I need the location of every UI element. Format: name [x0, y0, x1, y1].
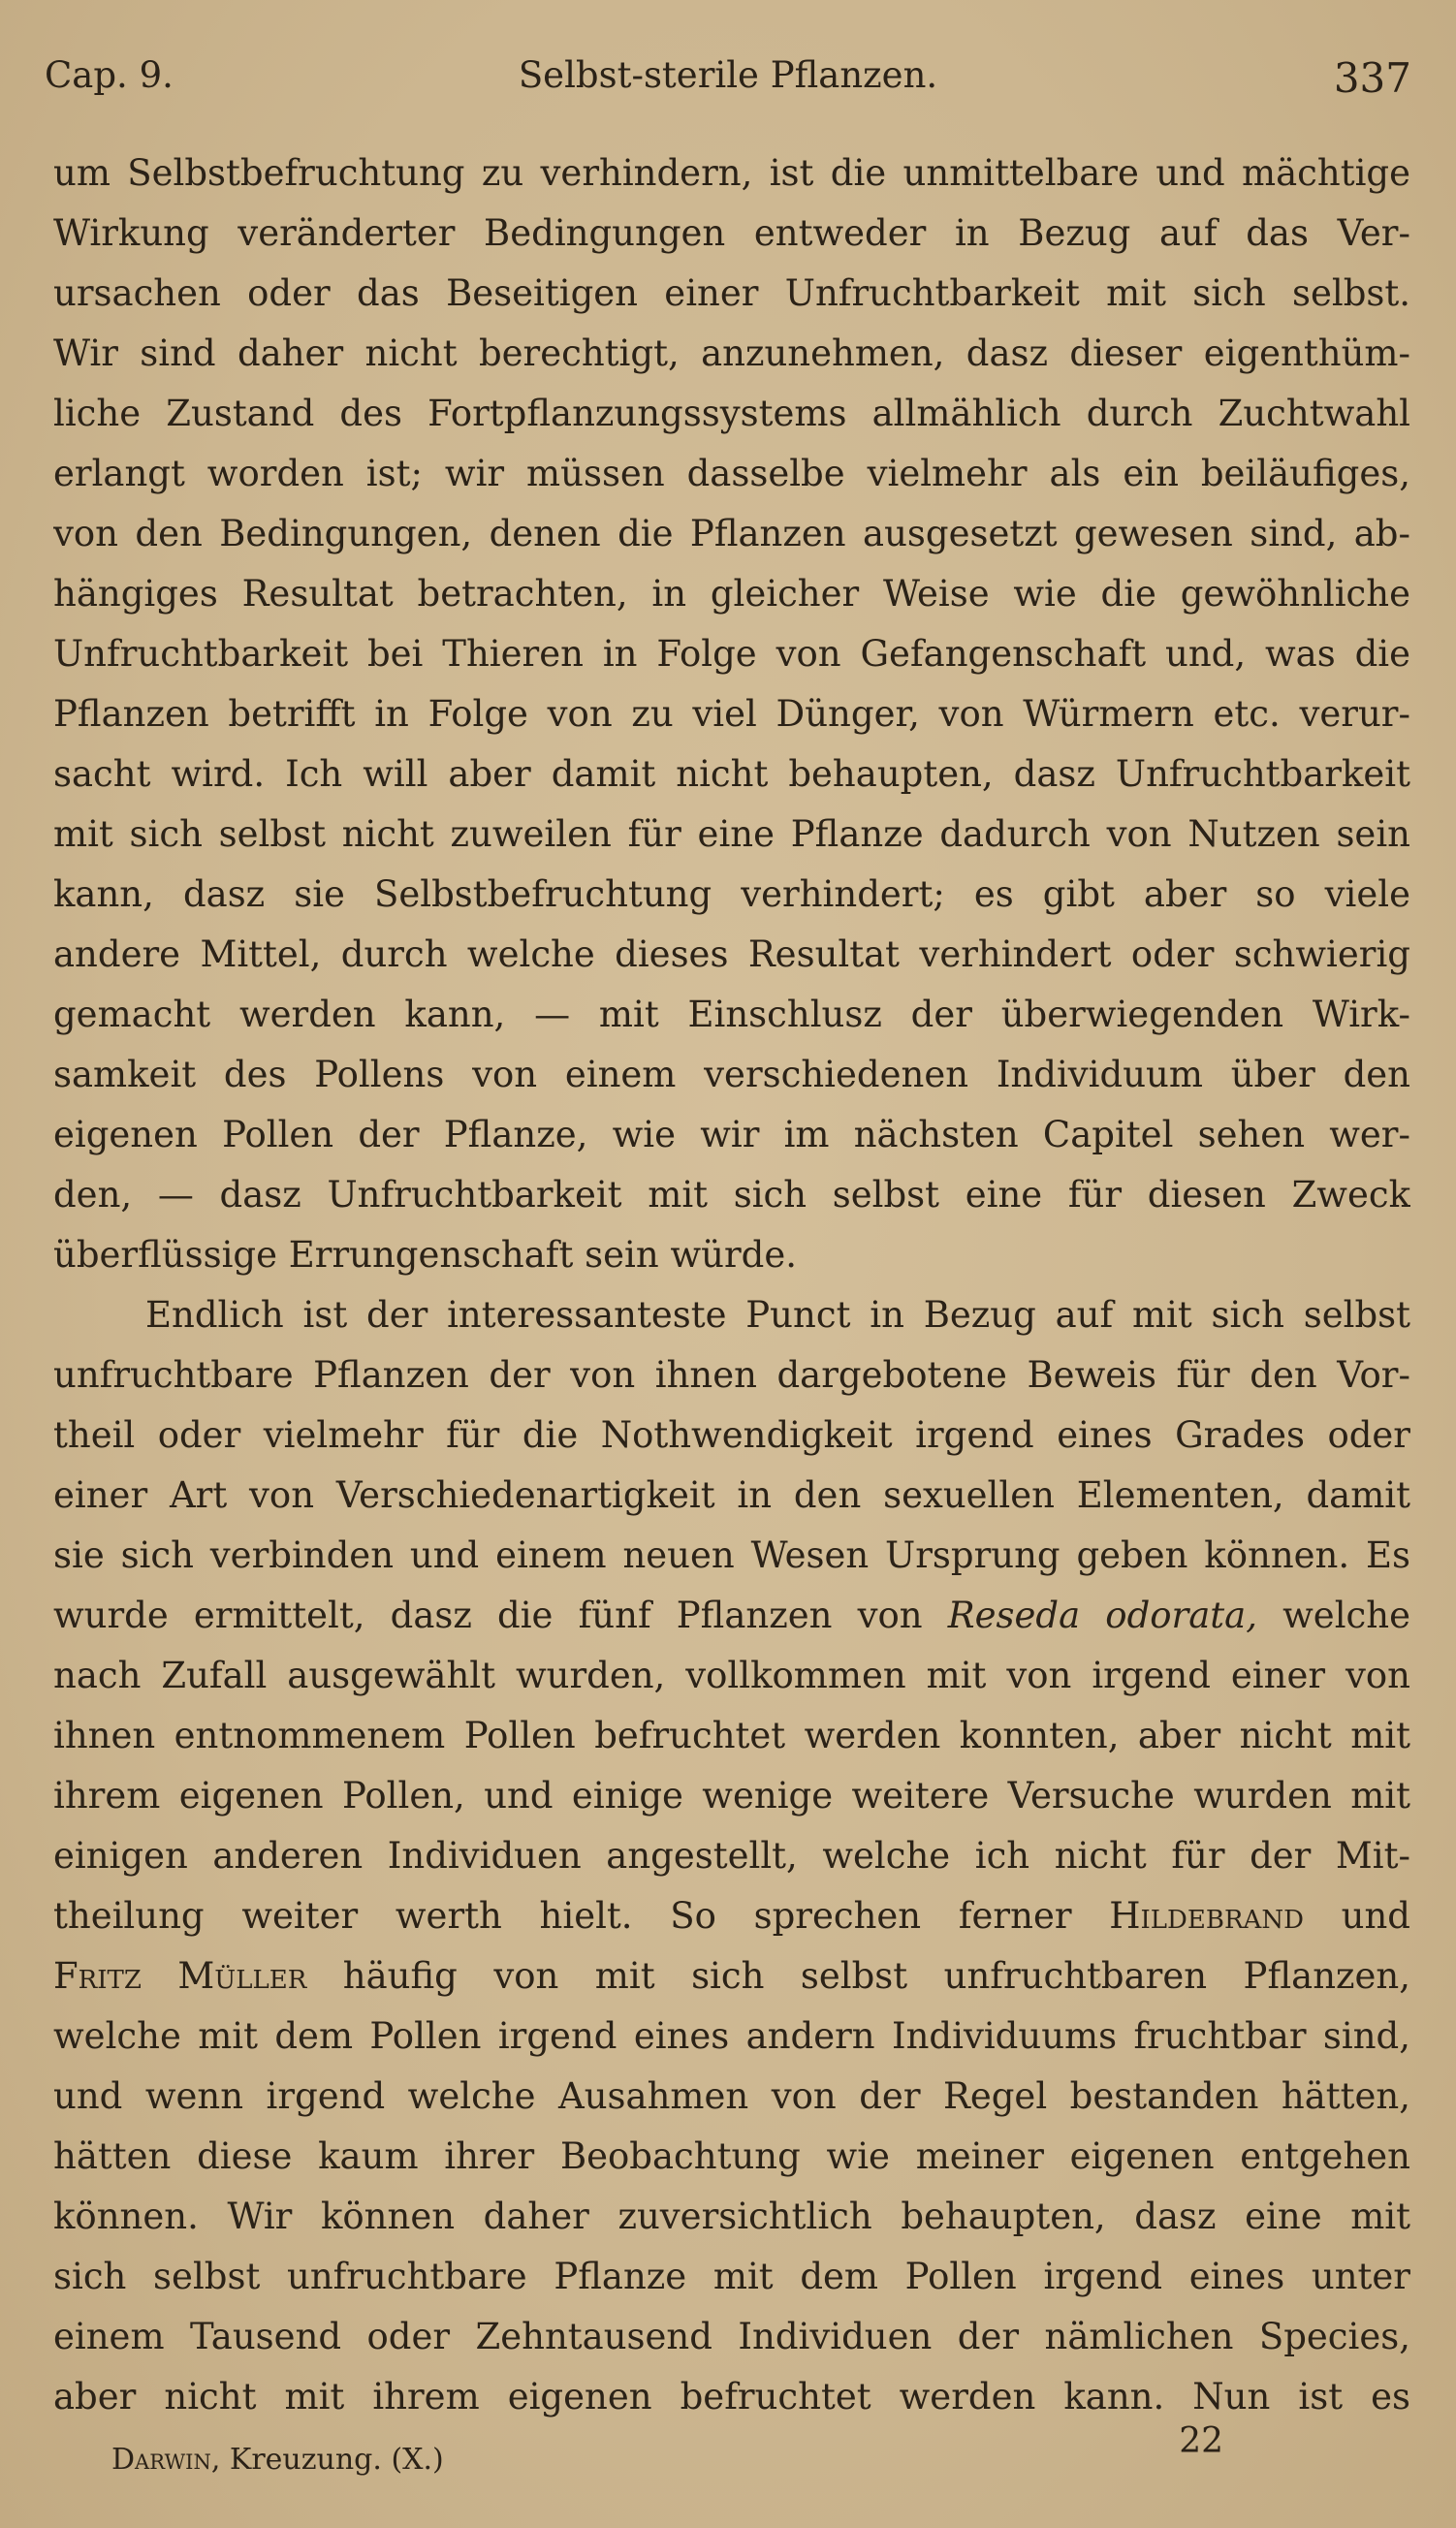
- text-line: ursachen oder das Beseitigen einer Unfruchtbarkeit mit sich selbst.: [53, 272, 1410, 314]
- text-line: einer Art von Verschiedenartigkeit in den sexuellen Elementen, damit: [53, 1474, 1410, 1516]
- text-segment: häufig von mit sich selbst unfruchtbaren Pflanzen,: [306, 1955, 1410, 1997]
- text-line: Unfruchtbarkeit bei Thieren in Folge von Gefangenschaft und, was die: [53, 633, 1410, 675]
- author-name: Fritz Müller: [53, 1955, 307, 1997]
- text-line: einigen anderen Individuen angestellt, welche ich nicht für der Mit-: [53, 1835, 1410, 1877]
- text-segment: und: [1303, 1895, 1410, 1937]
- text-line: sich selbst unfruchtbare Pflanze mit dem Pollen irgend eines unter: [53, 2256, 1410, 2297]
- text-line: nach Zufall ausgewählt wurden, vollkommen mit von irgend einer von: [53, 1655, 1410, 1696]
- text-line: ihnen entnommenem Pollen befruchtet werden konnten, aber nicht mit: [53, 1715, 1410, 1756]
- text-line: um Selbstbefruchtung zu verhindern, ist die unmittelbare und mächtige: [53, 152, 1410, 194]
- text-line: hätten diese kaum ihrer Beobachtung wie meiner eigenen entgehen: [53, 2135, 1410, 2177]
- text-line: gemacht werden kann, — mit Einschlusz der überwiegenden Wirk-: [53, 994, 1410, 1035]
- text-segment: wurde ermittelt, dasz die fünf Pflanzen von: [53, 1595, 948, 1636]
- text-line: sacht wird. Ich will aber damit nicht behaupten, dasz Unfruchtbarkeit: [53, 753, 1410, 795]
- text-line: erlangt worden ist; wir müssen dasselbe vielmehr als ein beiläufiges,: [53, 453, 1410, 494]
- text-line: welche mit dem Pollen irgend eines andern Individuums fruchtbar sind,: [53, 2015, 1410, 2057]
- text-line: ihrem eigenen Pollen, und einige wenige weitere Versuche wurden mit: [53, 1775, 1410, 1817]
- running-header: [45, 54, 1411, 112]
- footer-author: Darwin: [111, 2443, 211, 2477]
- text-line: Wirkung veränderter Bedingungen entweder in Bezug auf das Ver-: [53, 212, 1410, 254]
- text-line: [53, 1586, 1410, 1646]
- text-line: und wenn irgend welche Ausahmen von der Regel bestanden hätten,: [53, 2075, 1410, 2117]
- text-line: aber nicht mit ihrem eigenen befruchtet werden kann. Nun ist es: [53, 2376, 1410, 2417]
- footer-title: , Kreuzung. (X.): [210, 2443, 444, 2477]
- text-line: kann, dasz sie Selbstbefruchtung verhindert; es gibt aber so viele: [53, 873, 1410, 915]
- page-number: 337: [1333, 54, 1411, 102]
- text-line: andere Mittel, durch welche dieses Resultat verhindert oder schwierig: [53, 933, 1410, 975]
- text-line: [53, 1886, 1410, 1946]
- text-line: Endlich ist der interessanteste Punct in Bezug auf mit sich selbst: [145, 1294, 1410, 1336]
- paragraph-2: [53, 1285, 1410, 2427]
- chapter-label: Cap. 9.: [45, 54, 174, 96]
- text-line: theil oder vielmehr für die Nothwendigkeit irgend eines Grades oder: [53, 1414, 1410, 1456]
- text-line: den, — dasz Unfruchtbarkeit mit sich selbst eine für diesen Zweck: [53, 1174, 1410, 1216]
- text-line: samkeit des Pollens von einem verschiedenen Individuum über den: [53, 1054, 1410, 1095]
- text-segment: welche: [1256, 1595, 1410, 1636]
- text-line: liche Zustand des Fortpflanzungssystems allmählich durch Zuchtwahl: [53, 393, 1410, 434]
- page-body: [53, 143, 1410, 2427]
- running-title: Selbst-sterile Pflanzen.: [518, 54, 938, 96]
- species-name: Reseda odorata,: [947, 1595, 1257, 1636]
- text-line: hängiges Resultat betrachten, in gleicher Weise wie die gewöhnliche: [53, 573, 1410, 615]
- text-line: eigenen Pollen der Pflanze, wie wir im nächsten Capitel sehen wer-: [53, 1114, 1410, 1155]
- text-line: Wir sind daher nicht berechtigt, anzunehmen, dasz dieser eigenthüm-: [53, 332, 1410, 374]
- page-footer: [111, 2421, 1223, 2491]
- signature-mark: 22: [1179, 2421, 1223, 2461]
- text-line: mit sich selbst nicht zuweilen für eine Pflanze dadurch von Nutzen sein: [53, 813, 1410, 855]
- paragraph-1: [53, 143, 1410, 1285]
- text-line: können. Wir können daher zuversichtlich behaupten, dasz eine mit: [53, 2196, 1410, 2237]
- text-line: von den Bedingungen, denen die Pflanzen ausgesetzt gewesen sind, ab-: [53, 513, 1410, 554]
- text-line: [53, 1946, 1410, 2007]
- author-name: Hildebrand: [1109, 1895, 1304, 1937]
- text-segment: theilung weiter werth hielt. So sprechen ferner: [53, 1895, 1110, 1937]
- text-line: einem Tausend oder Zehntausend Individuen der nämlichen Species,: [53, 2316, 1410, 2357]
- text-line: überflüssige Errungenschaft sein würde.: [53, 1234, 797, 1276]
- text-line: unfruchtbare Pflanzen der von ihnen dargebotene Beweis für den Vor-: [53, 1354, 1410, 1396]
- text-line: sie sich verbinden und einem neuen Wesen Ursprung geben können. Es: [53, 1534, 1410, 1576]
- text-line: Pflanzen betrifft in Folge von zu viel Dünger, von Würmern etc. verur-: [53, 693, 1410, 735]
- footer-imprint: [111, 2443, 444, 2477]
